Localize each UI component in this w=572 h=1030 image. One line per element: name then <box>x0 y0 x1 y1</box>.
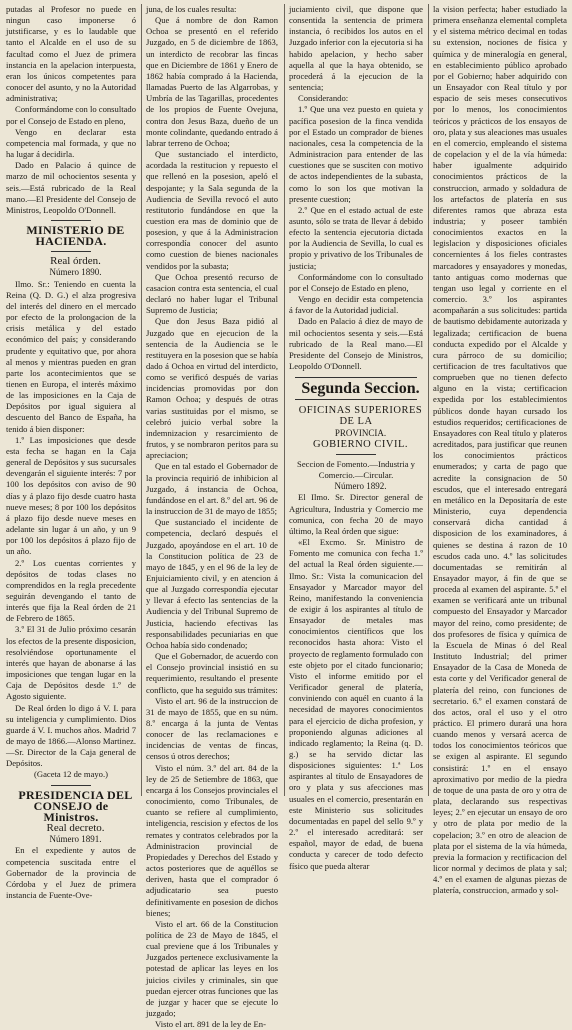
paragraph: juna, de los cuales resulta: <box>146 4 237 14</box>
paragraph: Que á nombre de don Ramon Ochoa se presentó en el referido Juzgado, en 5 de diciembre de 1863, un interdicto de recobrar las fincas que en Diciembre de 1861 y Enero de 1862 había comprado á la Hacienda, llamadas Puerto de las Algarrobas, y Umbría de las Tagarillas, procedentes de los propios de Fuente Ovejuna, contra don Jesus Baza, dueño de un monte colindante, quedando entrado á labrar terreno de Ochoa; <box>146 15 278 148</box>
column-divider <box>141 4 142 796</box>
paragraph: Que sustanciado el interdicto, acordada la restitucion y repuesto el que rellenó en la posesion, apeló el despojante; y la Sala segunda de la Audiencia de Sevilla revocó el auto restitutorio fundándose en que la cuestion era mas de dominio que de posesion, y que á la Administracion correspondía conocer del asunto como cuestion de bienes nacionales vendidos por la subasta; <box>146 149 278 271</box>
paragraph: Que sustanciado el incidente de competencia, declaró después el Juzgado, apoyándose en el art. 10 de la Constitucion política de 23 de mayo de 1845, y en el 96 de la ley de Enjuiciamiento civil, y en atencion á que al Juzgado correspondía ejecutar y llevar á efecto las sentencias de la Audiencia y del Tribunal Supremo de Justicia, haciendo efectivas las responsabilidades pecuniarias en que Ochoa había sido condenado; <box>146 517 278 650</box>
paragraph: Que en tal estado el Gobernador de la provincia requirió de inhibicion al Juzgado, á instancia de Ochoa, fundándose en el art. 8.º del art. 96 de la instruccion de 31 de mayo de 1855; <box>146 461 278 517</box>
section-rule <box>295 399 417 400</box>
paragraph: 2.º Los cuentas corrientes y depósitos de todas clases no comprendidos en la regla precedente seguirán devengando el tanto de interés que fija la Real órden de 21 de Febrero de 1865. <box>6 557 136 624</box>
document-number: PROVINCIA. <box>334 427 387 438</box>
document-number: Número 1891. <box>49 834 102 845</box>
column-3 <box>289 4 423 871</box>
section-heading: PRESIDENCIA DEL CONSEJO de Ministros. <box>18 787 133 824</box>
paragraph: 1.º Las imposiciones que desde esta fecha se hagan en la Caja general de Depósitos y sus sucursales devengarán el siguiente interés: 7 por 100 los depósitos con aviso de 90 días y á plazo fijo desde cuatro hasta nueve meses; 8 por 100 los depósitos á plazo fijo desde nueve meses en adelante sin lugar á un año, y un 9 por 100 los depósitos á plazo fijo de un año. <box>6 434 136 557</box>
paragraph: De Real órden lo digo á V. I. para su inteligencia y cumplimiento. Dios guarde á V. I. muchos años. Madrid 7 de mayo de 1866.—Alonso Martinez.—Sr. Director de la Caja general de Depósitos. <box>6 702 136 769</box>
paragraph: Dado en Palacio á diez de mayo de mil ochocientos sesenta y seis.—Está rubricado de la Real mano.—El Presidente del Consejo de Ministros, Leopoldo O'Donnell. <box>289 316 423 371</box>
column-2 <box>146 4 278 1030</box>
paragraph: Visto el art. 66 de la Constitucion política de 23 de Mayo de 1845, el cual previene que á los Tribunales y Juzgados pertenece exclusivamente la potestad de aplicar las leyes en los juicios civiles y criminales, sin que puedan ejercer otras funciones que las de juzgar y hacer que se ejecute lo juzgado; <box>146 918 278 1019</box>
column-4 <box>433 4 567 896</box>
paragraph: Vengo en decidir esta competencia á favor de la Autoridad judicial. <box>289 294 423 316</box>
column-divider <box>428 4 429 796</box>
section-rule <box>51 785 91 786</box>
paragraph: la vision perfecta; haber estudiado la primera enseñanza elemental completa y el sistema métrico decimal en todas su extension, nociones de física y química y de mineralogía en general, en establecimiento público aprobado por el Gobierno; haber adquirido con un Ensayador con Real título y por espacio de seis meses consecutivos por lo menos, los conocimientos teóricos y prácticos de los ensayos de oro, plata y sus aleaciones mas usuales en el comercio, empleando el sistema de copelacion y el de la vía húmeda: haber igualmente adquirido conocimientos prácticos de la construccion, armado y soldadura de los artefactos de platería en sus diferentes ramos que abraza esta industria; y poseer también conocimientos exactos en la legislacion y disposiciones oficiales concernientes á los fieles contrastes marcadores y ensayadores y monedas, tanto antiguas como modernas que tengan uso legal y corriente en el comercio. 3.º los aspirantes acompañarán a sus solicitudes: partida de bautismo debidamente autorizada y legalizada; certificacion de buena conducta expedido por el Alcalde y cura párroco de su domicilio; certificacion de tres facultativos que comprueben que no tienen defecto alguno en la vista; certificacion expedida por los establecimientos públicos donde hayan cursado los estudios requeridos; certificaciones de Ensayadores con Real título y plateros acreditados, para justificar que reunen los conocimientos prácticos enumerados; y carta de pago que acredite la consignacion de 50 escudos, que el interesado entregará en metálico en la Depositaría de este Ministerio, cuya dependencia conservará dicha cantidad á disposicion de los examinadores, á quienes se destina á razon de 10 escudos cada uno. 4.º las solicitudes documentadas se remitirán al Ensayador mayor, á fin de que se proceda al examen del aspirante. 5.º el examen se verificará ante un tribunal compuesto del Ensayador y Marcador mayor del reino, como presidente; de dos profesores de física y química de la Escuela de Minas ó del Real Instituto Industrial; del primer Ensayador de la Casa de Moneda de esta corte y del Verificador general de platería del reino, con funciones de secretario. 6.º el examen constará de dos actos, oral el uso y el otro práctico. El primero durará una hora cuando menos y versará acerca de todos los conocimientos teóricos que se exigen al aspirante. El segundo consistirá: 1.º en el ensayo aproximativo por medio de la piedra de toque de una pasta de oro y otra de plata, declarando sus respectivas leyes; 2.º en ejecutar un ensayo de oro y otro de plata por medio de la copelacion; 3.º en otro de aleacion de plata por el sistema de la vía húmeda, previa la formacion y rectificacion del licor normal y decimos de plata y sal; 4.º en el examen de algunas piezas de platería, construccion, armado y sol- <box>433 4 567 896</box>
paragraph: Conformándome con lo consultado por el Consejo de Estado en pleno, <box>6 104 137 126</box>
office-heading: GOBIERNO CIVIL. <box>313 438 408 450</box>
section-rule <box>51 220 91 221</box>
paragraph: 2.º Que en el estado actual de este asunto, sólo se trata de llevar á debido efecto la sentencia ejecutoria dictada por la Audiencia de Sevilla, lo cual es propio y privativo de los Tribunales de justicia; <box>289 204 423 271</box>
paragraph: Visto el art. 891 de la ley de En- <box>155 1019 266 1030</box>
section-rule <box>336 454 376 455</box>
column-divider <box>284 4 285 796</box>
paragraph: Que el Gobernador, de acuerdo con el Consejo provincial insistió en su requerimiento, resultando el presente conflicto, que ha seguido sus trámites: <box>146 651 278 695</box>
centered-line: Seccion de Fomento.—Industria y Comercio.—Circular. <box>297 458 415 481</box>
paragraph: El Ilmo. Sr. Director general de Agricultura, Industria y Comercio me comunica, con fecha 20 de mayo último, la Real órden que sigue: <box>289 492 423 536</box>
section-heading: MINISTERIO DE HACIENDA. <box>26 222 125 249</box>
paragraph: Vengo en declarar esta competencia mal formada, y que no ha lugar á decidirla. <box>6 126 136 160</box>
document-number: Número 1892. <box>334 481 387 492</box>
office-heading: OFICINAS SUPERIORES DE LA <box>298 405 423 428</box>
paragraph: Visto el núm. 3.º del art. 84 de la ley de 25 de Setiembre de 1863, que encarga á los Consejos provinciales el conocimiento, como Tribunales, de cuanto se refiere al cumplimiento, inteligencia, rescision y efectos de los remates y contratos celebrados por la Administracion provincial de Propiedades y Derechos del Estado y actos posteriores que de aquéllos se deriven, hasta que el comprador ó adjudicatario sea puesto definitivamente en posesion de dichos bienes; <box>146 762 278 918</box>
paragraph: Conformándome con lo consultado por el Consejo de Estado en pleno, <box>289 271 423 293</box>
paragraph: Que Ochoa presentó recurso de casacion contra esta sentencia, el cual declaró no haber lugar el Tribunal Supremo de Justicia; <box>146 271 278 316</box>
section-rule <box>51 251 91 252</box>
paragraph: 3.º El 31 de Julio próximo cesarán los efectos de la presente disposicion, resolviéndose oportunamente el interés que hayan de abonarse á las imposiciones que tengan lugar en la Caja de Depósitos desde 1.º de Agosto siguiente. <box>6 624 136 702</box>
document-type-heading: Real decreto. <box>46 822 105 835</box>
centered-line: (Gaceta 12 de mayo.) <box>34 769 108 780</box>
paragraph: Visto el art. 96 de la instruccion de 31 de mayo de 1855, que en su núm. 8.º encarga á la junta de Ventas conocer de las reclamaciones e incidencias de ventas de fincas, censos ú otros derechos; <box>146 695 278 762</box>
paragraph: putadas al Profesor no puede en ningun caso imponerse ó jutstificarse, y es lo laudable que tanto el Alcalde en el uso de su facultad como el Juez de primera instancia en la apelacion interpuesta, eran los únicos competentes para conocer del asunto, y no la Autoridad administrativa; <box>6 4 136 104</box>
document-number: Número 1890. <box>49 267 102 278</box>
paragraph: juciamiento civil, que dispone que consentida la sentencia de primera instancia, ó recibidos los autos en el Juzgado inferior con la ejecutoria si ha habido apelacion, y hecho saber aquella al que la haya obtenido, se procederá á la ejecucion de la sentencia; <box>289 4 423 93</box>
part-heading: Segunda Seccion. <box>301 380 420 398</box>
column-1 <box>6 4 137 901</box>
paragraph: Considerando: <box>298 93 349 104</box>
paragraph: Que don Jesus Baza pidió al Juzgado que en ejecucion de la sentencia de la Audiencia se le restituyera en la posesion que se había dado á Ochoa en virtud del interdicto, como se verificó después de varias incidencias promovidas por don Ramon Ochoa; y después de otras varias sustituidas por el mismo, se celebró juicio verbal sobre la indemnizacion y resarcimiento de frutos, y se nombraron peritos para su apreciacion; <box>146 316 278 461</box>
document-type-heading: Real órden. <box>50 255 101 268</box>
paragraph: 1.º Que una vez puesto en quieta y pacífica posesion de la finca vendida por el Estado un comprador de bienes nacionales, cesa la competencia de la Administracion para entender de las cuestiones que se susciten con motivo de actos independientes de la subasta, como lo son los que motivan la presente cuestion; <box>289 104 423 204</box>
paragraph: Dado en Palacio á quince de marzo de mil ochocientos sesenta y seis.—Está rubricado de la Real mano.—El Presidente del Consejo de Ministros, Leopoldo O'Donnell. <box>6 160 136 215</box>
paragraph: «El Excmo. Sr. Ministro de Fomento me comunica con fecha 1.º del actual la Real órden siguiente.—Ilmo. Sr.: Vista la comunicacion del Ensayador y Marcador mayor del Reino, manifestando la conveniencia de exigir á los aspirantes al título de Ensayador de metales mas conocimientos científicos que los reconocidos hasta ahora: Visto el proyecto de reglamento formulado con este objeto por el citado funcionario; Visto el informe emitido por el Verificador general de platería, conviniendo con aquél en cuanto á la necesidad de mayores conocimientos para el ejercicio de dicha profesion, y proponiendo algunas adiciones al indicado reglamento; la Reina (q. D. g.) se ha servido dictar las disposiciones siguientes: 1.ª Los aspirantes al título de Ensayadores de oro y plata y sus afecciones mas usuales en el comercio, presentarán en este Ministerio sus solicitudes documentadas en papel del sello 9.º y 2.º el interesado acreditará: ser español, mayor de edad, de buena conducta y carecer de todo defecto físico que pueda alterar <box>289 537 423 871</box>
paragraph: Ilmo. Sr.: Teniendo en cuenta la Reina (Q. D. G.) el alza progresiva del interés del dinero en el mercado por efecto de la prolongacion de la crisis metálica y del estado económico del país; y considerando prudente y equitativo que, por ahora al menos y mientras pueden en gran parte los acontecimientos que se tienen en Europa, el interés máximo de las imposiciones en la Caja de Depósitos por igual siguiera al descuento del Banco de España, ha tenido á bien disponer: <box>6 278 136 434</box>
paragraph: En el expediente y autos de competencia suscitada entre el Gobernador de la provincia de Córdoba y el Juez de primera instancia de Fuente-Ove- <box>6 845 136 901</box>
section-rule <box>295 377 417 378</box>
